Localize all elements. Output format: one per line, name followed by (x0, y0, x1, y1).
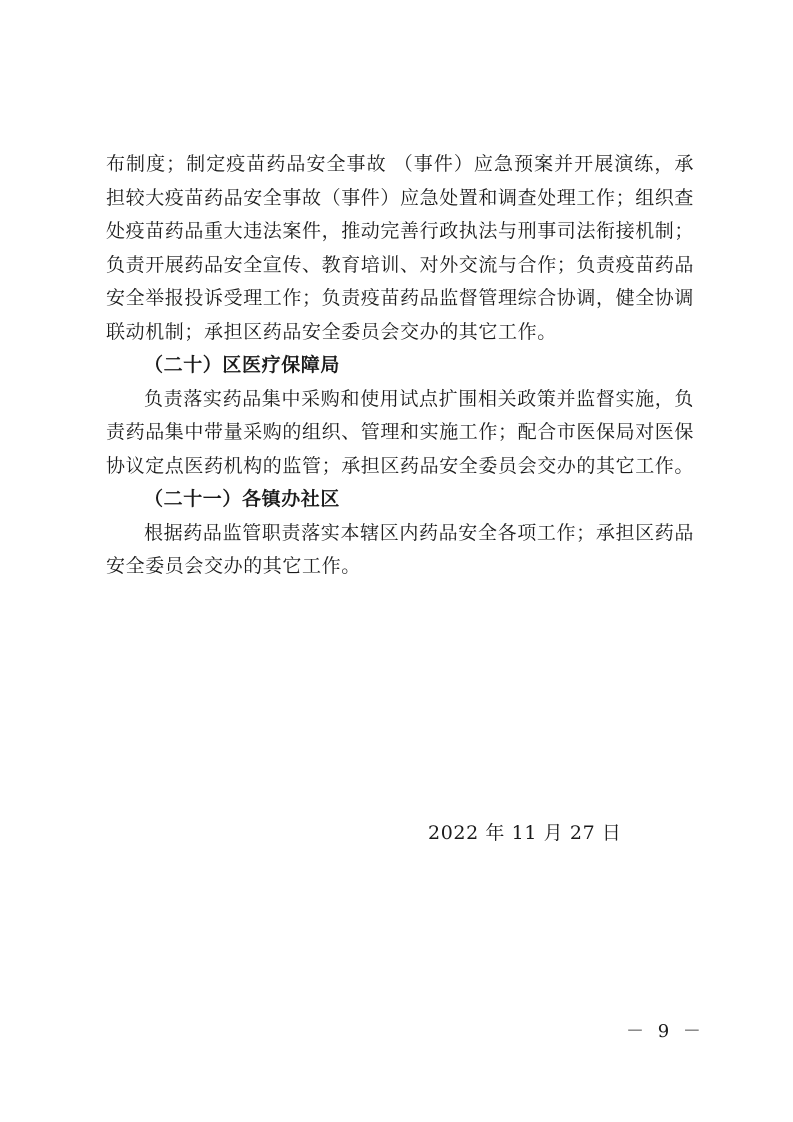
paragraph-medical-security-bureau: 负责落实药品集中采购和使用试点扩围相关政策并监督实施，负责药品集中带量采购的组织、管理和实施工作；配合市医保局对医保协议定点医药机构的监管；承担区药品安全委员会交办的其它工作。 (106, 387, 695, 477)
paragraph-continued: 布制度；制定疫苗药品安全事故 （事件）应急预案并开展演练，承担较大疫苗药品安全事故（事件）应急处置和调查处理工作；组织查处疫苗药品重大违法案件，推动完善行政执法与刑事司法衔接机制；负责开展药品安全宣传、教育培训、对外交流与合作；负责疫苗药品安全举报投诉受理工作；负责疫苗药品监督管理综合协调，健全协调联动机制；承担区药品安全委员会交办的其它工作。 (106, 153, 695, 343)
section-heading-towns-communities: （二十一）各镇办社区 (144, 488, 341, 510)
page-number: － 9 － (626, 1021, 705, 1042)
document-body (106, 148, 694, 584)
paragraph-towns-communities: 根据药品监管职责落实本辖区内药品安全各项工作；承担区药品安全委员会交办的其它工作。 (106, 521, 694, 577)
section-heading-medical-security-bureau: （二十）区医疗保障局 (144, 354, 341, 376)
document-date: 2022 年 11 月 27 日 (428, 822, 622, 844)
